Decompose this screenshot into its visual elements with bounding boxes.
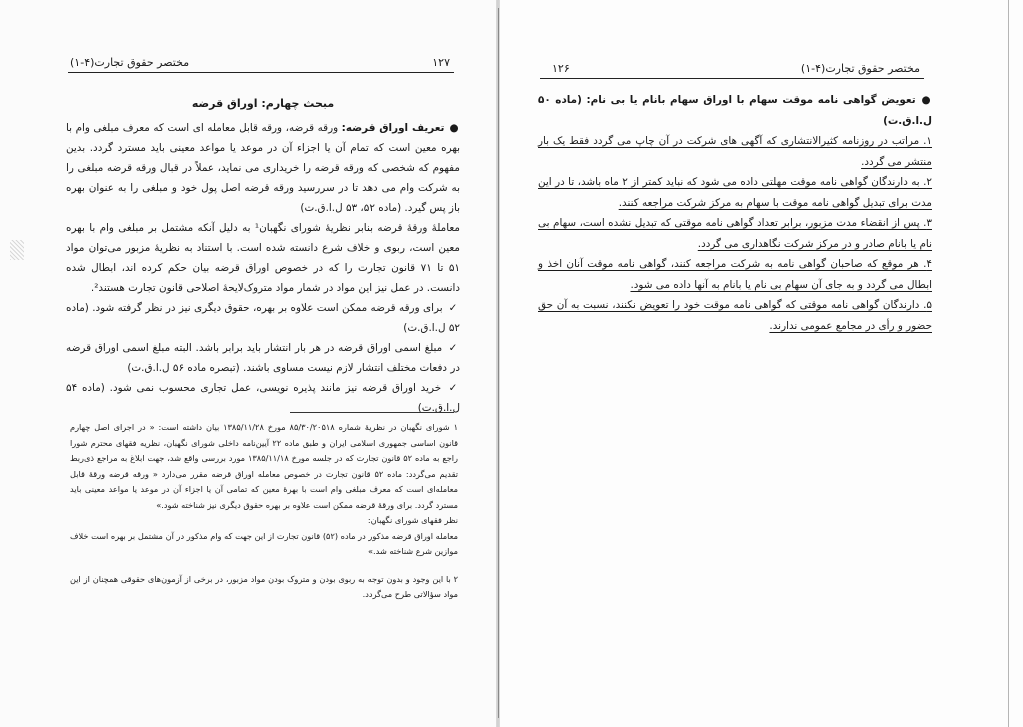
list-item: ۳. پس از انقضاء مدت مزبور، برابر تعداد گواهی نامه موقتی که تبدیل نشده است، سهام بی نام یا بانام صادر و در مرکز شرکت نگاهداری می گردد. bbox=[538, 217, 932, 250]
page-number: ۱۲۷ bbox=[432, 56, 450, 69]
header-title: مختصر حقوق تجارت(۴-۱) bbox=[70, 56, 190, 69]
bullet-icon: ● bbox=[449, 122, 459, 134]
definition-paragraph bbox=[66, 118, 460, 218]
definition-label: تعریف اوراق قرضه: bbox=[341, 122, 445, 134]
section-heading: مبحث چهارم: اوراق قرضه bbox=[191, 97, 335, 110]
page-number: ۱۲۶ bbox=[552, 62, 570, 75]
footnote-1: ۱ شورای نگهبان در نظریهٔ شماره ۸۵/۳۰/۲۰۵۱۸ مورخ ۱۳۸۵/۱۱/۲۸ بیان داشته است: « در اجرای اصل چهارم قانون اساسی جمهوری اسلامی ایران و طبق ماده ۲۲ آیین‌نامه داخلی شورای نگهبان، نظریه فقهای محترم شورا راجع به ماده ۵۲ قانون تجارت که در جلسه مورخ ۱۳۸۵/۱۱/۱۸ مورد بررسی واقع شد، جهت ابلاغ به مراجع ذی‌ربط تقدیم می‌گردد: ماده ۵۲ قانون تجارت در خصوص معامله اوراق قرضه مقرر می‌دارد « ورقه قرضه ورقهٔ قابل معامله‌ای است که معرف مبلغی وام است با بهرهٔ معین که تمامی آن یا اجزاء آن در موعد یا مواعد معینی باید مسترد گردد. برای ورقهٔ قرضه ممکن است علاوه بر بهره حقوق دیگری نیز شناخته شود.» bbox=[70, 422, 458, 510]
definition-text: ورقه قرضه، ورقه قابل معامله ای است که معرف مبلغی وام با بهره معین است که تمام آن یا اجزاء آن در موعد یا مواعد معینی باید مسترد گردد. بدین مفهوم که شخصی که ورقه قرضه را خریداری می نماید، عملاً در قبال ورقه قرضه مبلغی را به شرکت وام می دهد تا در سررسید ورقه قرضه اصل پول خود و مبلغی را به عنوان بهره باز پس گیرد. (ماده ۵۲، ۵۳ ل.ا.ق.ت) bbox=[66, 122, 460, 214]
list-item: ۲. به دارندگان گواهی نامه موقت مهلتی داده می شود که نباید کمتر از ۲ ماه باشد، تا در این مدت برای تبدیل گواهی نامه موقت با سهام به مرکز شرکت مراجعه کنند. bbox=[538, 176, 933, 209]
list-item: ۵. دارندگان گواهی نامه موقتی که گواهی نامه موقت خود را تعویض نکنند، نسبت به آن حق حضور و رأی در مجامع عمومی ندارند. bbox=[538, 299, 932, 332]
gutter-line bbox=[498, 8, 499, 718]
checklist-text: خرید اوراق قرضه نیز مانند پذیره نویسی، عمل تجاری محسوب نمی شود. (ماده ۵۴ ل.ا.ق.ت) bbox=[66, 382, 460, 414]
footnote-1-sub-text: معامله اوراق قرضه مذکور در ماده (۵۲) قانون تجارت از این جهت که وام مذکور در آن مشتمل بر بهره است خلاف موازین شرع شناخته شد.» bbox=[70, 530, 458, 556]
checkmark-icon: ✓ bbox=[448, 382, 458, 394]
footnotes bbox=[70, 420, 458, 603]
header-rule bbox=[540, 78, 924, 79]
topic-heading bbox=[538, 90, 932, 131]
main-text bbox=[66, 94, 460, 418]
header-rule bbox=[68, 72, 454, 73]
checklist-item bbox=[66, 338, 460, 378]
checkmark-icon: ✓ bbox=[448, 342, 458, 354]
sharia-paragraph: معاملهٔ ورقهٔ قرضه بنابر نظریهٔ شورای نگهبان¹ به دلیل آنکه مشتمل بر مبلغی وام با بهره معین است، ربوی و خلاف شرع دانسته شده است. با استناد به نظریهٔ مزبور می‌توان مواد ۵۱ تا ۷۱ قانون تجارت را که در خصوص اوراق قرضه بیان حکم کرده اند، ابطال شده دانست. در عمل نیز این مواد در شمار مواد متروک‌لایحهٔ اصلاحی قانون تجارت هستند². bbox=[66, 222, 460, 294]
footnote-rule bbox=[290, 412, 454, 413]
list-item: ۴. هر موقع که صاحبان گواهی نامه به شرکت مراجعه کنند، گواهی نامه موقت آنان اخذ و ابطال می گردد و به جای آن سهام بی نام یا بانام به آنها داده می شود. bbox=[538, 258, 932, 291]
header-title: مختصر حقوق تجارت(۴-۱) bbox=[800, 62, 920, 75]
checkmark-icon: ✓ bbox=[448, 302, 458, 314]
right-page bbox=[500, 0, 1023, 727]
checklist-item bbox=[66, 298, 460, 338]
left-page bbox=[0, 0, 496, 727]
topic-heading-text: تعویض گواهی نامه موقت سهام با اوراق سهام بانام یا بی نام: (ماده ۵۰ ل.ا.ق.ت) bbox=[538, 94, 932, 127]
footnote-1-sub-heading: نظر فقهای شورای نگهبان: bbox=[367, 515, 458, 525]
checklist-text: برای ورقه قرضه ممکن است علاوه بر بهره، حقوق دیگری نیز در نظر گرفته شود. (ماده ۵۲ ل.ا.ق.ت) bbox=[66, 302, 460, 334]
scan-artifact bbox=[10, 240, 24, 260]
page-edge bbox=[1008, 0, 1009, 727]
list-item: ۱. مراتب در روزنامه کثیرالانتشاری که آگهی های شرکت در آن چاپ می گردد فقط یک بار منتشر می گردد. bbox=[538, 135, 932, 168]
footnote-2: ۲ با این وجود و بدون توجه به ربوی بودن و متروک بودن مواد مزبور، در برخی از آزمون‌های حقوقی همچنان از این مواد سؤالاتی طرح می‌گردد. bbox=[70, 573, 458, 599]
main-text bbox=[538, 90, 932, 336]
bullet-icon: ● bbox=[921, 94, 931, 106]
checklist-text: مبلغ اسمی اوراق قرضه در هر بار انتشار باید برابر باشد. البته مبلغ اسمی اوراق قرضه در دفعات مختلف انتشار لازم نیست مساوی باشند. (تبصره ماده ۵۶ ل.ا.ق.ت) bbox=[66, 342, 460, 374]
